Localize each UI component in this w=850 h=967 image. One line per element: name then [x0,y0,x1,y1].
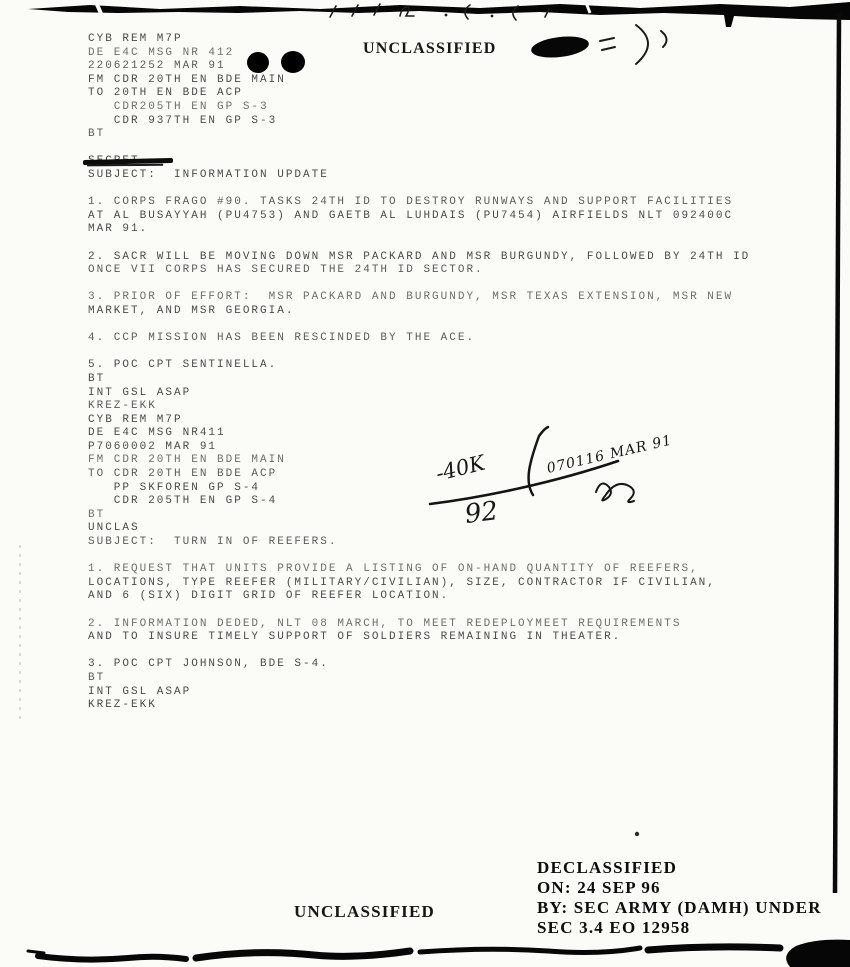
stamp-line: ON: 24 SEP 96 [537,878,661,897]
stray-dot [635,832,639,836]
typed-line: 3. PRIOR OF EFFORT: MSR PACKARD AND BURGUNDY, MSR TEXAS EXTENSION, MSR NEW [88,291,734,304]
typed-line: 1. REQUEST THAT UNITS PROVIDE A LISTING OF ON-HAND QUANTITY OF REEFERS, [88,563,699,576]
stamp-line: BY: SEC ARMY (DAMH) UNDER [537,898,822,917]
typed-line [88,142,286,156]
typed-line: AT AL BUSAYYAH (PU4753) AND GAETB AL LUHDAIS (PU7454) AIRFIELDS NLT 092400C [88,209,734,222]
typed-line: 1. CORPS FRAGO #90. TASKS 24TH ID TO DESTROY RUNWAYS AND SUPPORT FACILITIES [88,196,734,209]
typed-line: LOCATIONS, TYPE REEFER (MILITARY/CIVILIAN), SIZE, CONTRACTOR IF CIVILIAN, [88,576,716,589]
typed-line: DE E4C MSG NR411 [88,427,226,440]
typed-line [88,183,750,197]
typed-line: CYB REM M7P [88,413,183,426]
pen-marks-header [600,25,667,64]
ink-blob [530,34,590,61]
torn-edge-top [28,2,850,27]
typed-line [88,319,750,333]
typed-line: TO CDR 20TH EN BDE ACP [88,468,278,481]
typed-line: MARKET, AND MSR GEORGIA. [88,304,295,317]
typed-line: TO 20TH EN BDE ACP [88,87,243,100]
typed-line: PP SKFOREN GP S-4 [88,481,261,494]
corner-blob-bottom-right [786,940,850,967]
typed-line: BT [88,671,106,684]
handwritten-number: 92 [463,496,500,530]
scan-edge-right [835,14,839,893]
typed-line: INT GSL ASAP [88,386,192,399]
typed-line [88,237,750,251]
handwritten-date-text: 070116 MAR 91 [545,432,674,477]
typed-line: CYB REM M7P [88,33,183,45]
typed-line [88,278,750,292]
torn-edge-bottom [28,947,780,960]
typed-line: KREZ-EKK [88,699,157,712]
typed-line: 4. CCP MISSION HAS BEEN RESCINDED BY THE ACE. [88,332,476,345]
typed-line: AND 6 (SIX) DIGIT GRID OF REEFER LOCATION. [88,590,450,603]
typed-line: SUBJECT: INFORMATION UPDATE [88,169,329,181]
typed-line: BT [88,128,106,141]
declassified-stamp [537,858,822,938]
typed-line: MAR 91. [88,223,149,236]
stamp-line: DECLASSIFIED [537,858,678,877]
typed-line: 220621252 MAR 91 [88,60,226,73]
typed-line: 5. POC CPT SENTINELLA. [88,359,278,372]
message-header-block [88,33,286,155]
message-body-block [88,169,750,713]
typed-line: 3. POC CPT JOHNSON, BDE S-4. [88,658,329,671]
typed-line: CDR 205TH EN GP S-4 [88,495,278,508]
typed-line: AND TO INSURE TIMELY SUPPORT OF SOLDIERS REMAINING IN THEATER. [88,631,622,644]
handwritten-left-text: -40K [433,450,488,486]
typed-line: CDR205TH EN GP S-3 [88,100,269,113]
typed-line: 2. SACR WILL BE MOVING DOWN MSR PACKARD AND MSR BURGUNDY, FOLLOWED BY 24TH ID [88,250,751,263]
typed-line [88,645,750,659]
typed-line [88,346,750,360]
classification-footer: UNCLASSIFIED [294,902,435,921]
typed-line: SUBJECT: TURN IN OF REEFERS. [88,536,338,549]
typed-line: DE E4C MSG NR 412 [88,46,235,59]
typed-line: BT [88,372,106,385]
typed-line: UNCLAS [88,522,140,535]
strikethrough-scribble [83,158,173,165]
crossed-out-classification [88,155,140,169]
typed-line: P7060002 MAR 91 [88,440,218,453]
pen-marks-top-edge [330,4,549,20]
typed-line [88,550,750,564]
typed-line: KREZ-EKK [88,400,157,413]
typed-line: 2. INFORMATION DEDED, NLT 08 MARCH, TO MEET REDEPLOYMEET REQUIREMENTS [88,617,682,630]
typed-line: BT [88,508,106,521]
stamp-line: SEC 3.4 EO 12958 [537,918,691,937]
classification-header: UNCLASSIFIED [363,40,497,57]
typed-line: ONCE VII CORPS HAS SECURED THE 24TH ID SECTOR. [88,264,484,277]
typed-line: INT GSL ASAP [88,685,192,698]
typed-line: CDR 937TH EN GP S-3 [88,114,278,127]
typed-line: FM CDR 20TH EN BDE MAIN [88,454,286,467]
typed-line [88,604,750,618]
typed-line: FM CDR 20TH EN BDE MAIN [88,73,286,86]
